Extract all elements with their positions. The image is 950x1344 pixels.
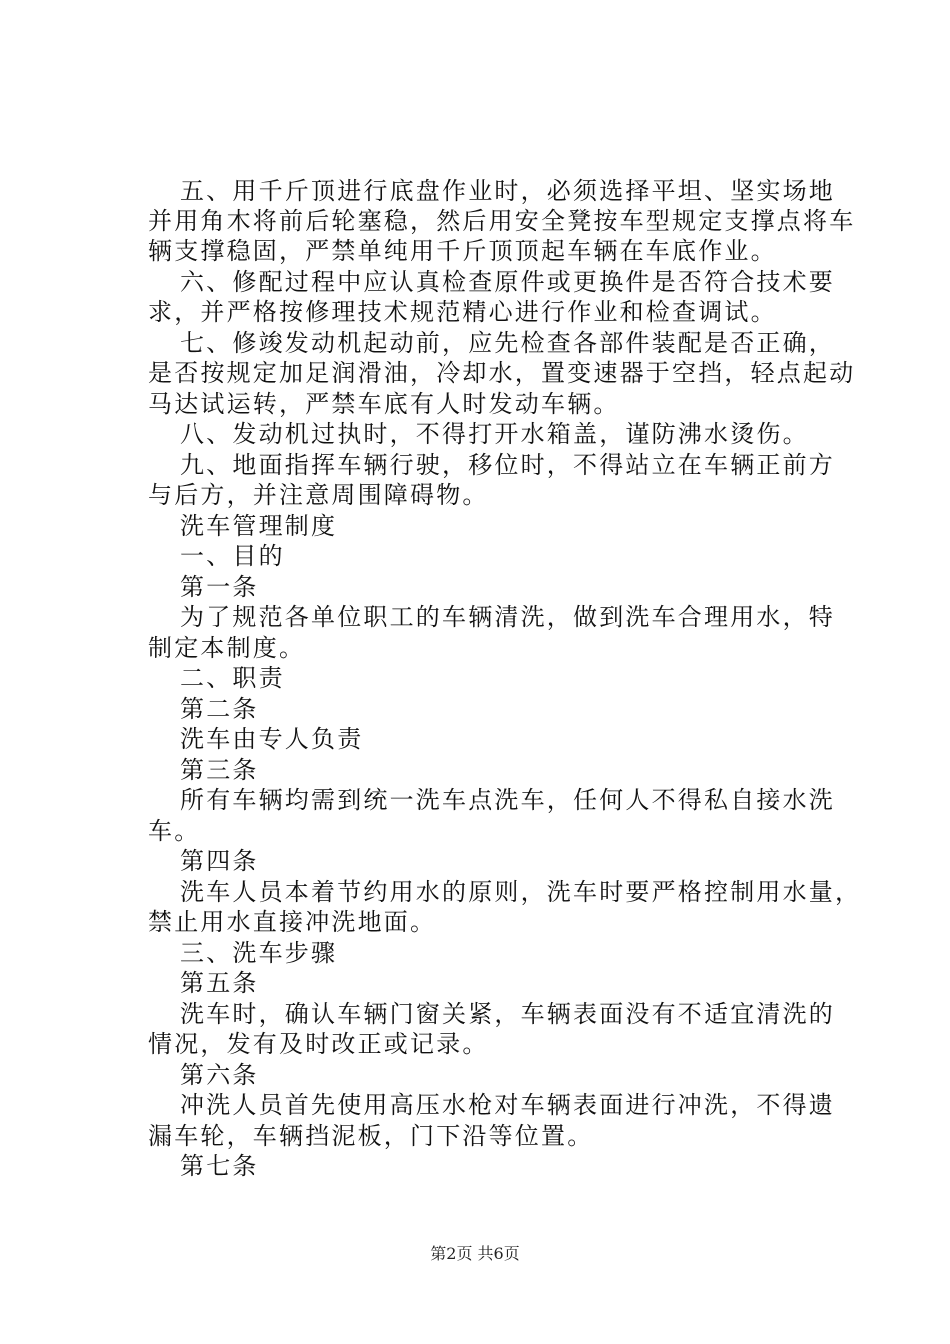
article-heading: 第七条 [180,1152,259,1180]
text-line: 六、修配过程中应认真检查原件或更换件是否符合技术要 [180,268,835,296]
text-line: 洗车人员本着节约用水的原则，洗车时要严格控制用水量， [180,878,862,906]
section-heading: 二、职责 [180,664,285,692]
text-line: 冲洗人员首先使用高压水枪对车辆表面进行冲洗，不得遗 [180,1091,835,1119]
text-line: 七、修竣发动机起动前，应先检查各部件装配是否正确， [180,329,835,357]
text-line: 所有车辆均需到统一洗车点洗车，任何人不得私自接水洗 [180,786,835,814]
section-title: 洗车管理制度 [180,512,338,540]
text-line: 马达试运转，严禁车底有人时发动车辆。 [148,390,620,418]
text-line: 洗车时，确认车辆门窗关紧，车辆表面没有不适宜清洗的 [180,1000,835,1028]
text-line: 并用角木将前后轮塞稳，然后用安全凳按车型规定支撑点将车 [148,207,856,235]
text-line: 漏车轮，车辆挡泥板，门下沿等位置。 [148,1122,594,1150]
text-line: 情况，发有及时改正或记录。 [148,1030,489,1058]
text-line: 八、发动机过执时，不得打开水箱盖，谨防沸水烫伤。 [180,420,809,448]
text-line: 制定本制度。 [148,634,306,662]
text-line: 九、地面指挥车辆行驶，移位时，不得站立在车辆正前方 [180,451,835,479]
article-heading: 第四条 [180,847,259,875]
text-line: 为了规范各单位职工的车辆清洗，做到洗车合理用水，特 [180,603,835,631]
text-line: 与后方，并注意周围障碍物。 [148,481,489,509]
page-number-footer: 第2页 共6页 [430,1244,520,1263]
text-line: 辆支撑稳固，严禁单纯用千斤顶顶起车辆在车底作业。 [148,237,777,265]
article-heading: 第六条 [180,1061,259,1089]
text-line: 五、用千斤顶进行底盘作业时，必须选择平坦、坚实场地 [180,177,835,205]
article-heading: 第三条 [180,756,259,784]
article-heading: 第二条 [180,695,259,723]
text-line: 车。 [148,817,201,845]
section-heading: 三、洗车步骤 [180,939,338,967]
text-line: 洗车由专人负责 [180,725,364,753]
text-line: 是否按规定加足润滑油，冷却水，置变速器于空挡，轻点起动 [148,359,856,387]
article-heading: 第五条 [180,969,259,997]
section-heading: 一、目的 [180,542,285,570]
article-heading: 第一条 [180,573,259,601]
text-line: 求，并严格按修理技术规范精心进行作业和检查调试。 [148,298,777,326]
text-line: 禁止用水直接冲洗地面。 [148,908,437,936]
